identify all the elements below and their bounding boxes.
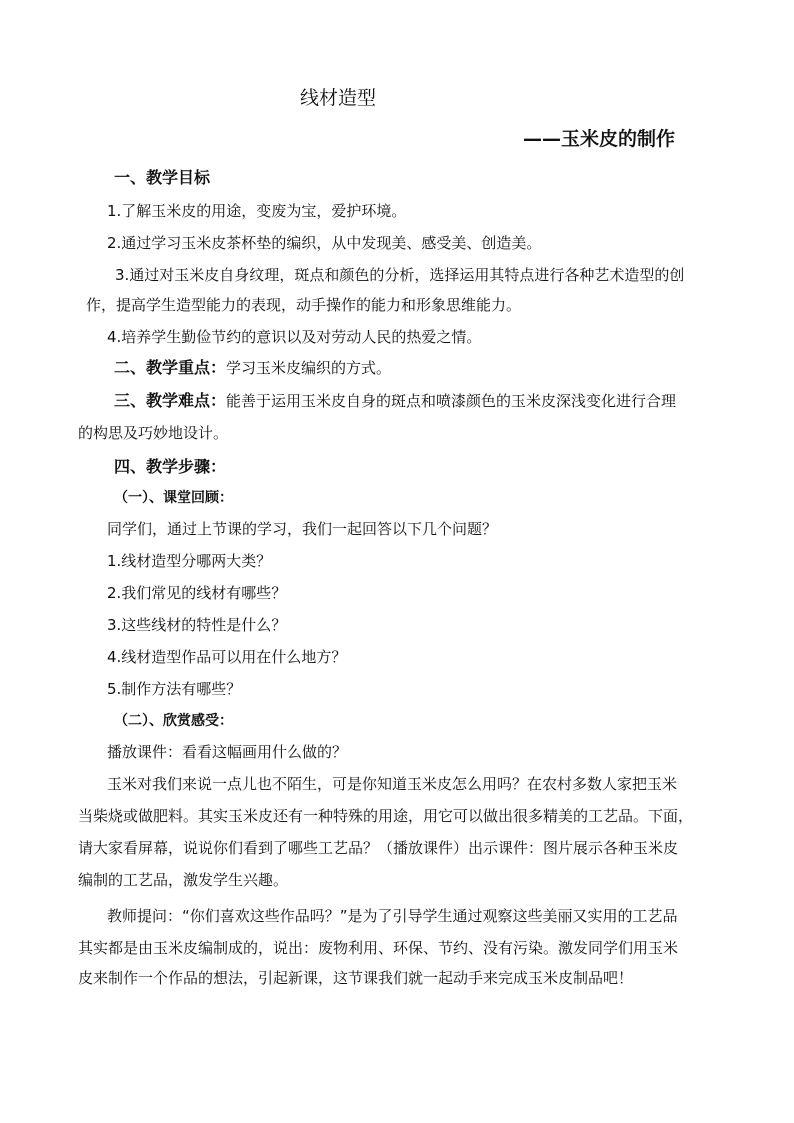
goal-item: 2.通过学习玉米皮茶杯垫的编织，从中发现美、感受美、创造美。: [107, 234, 542, 252]
part-1-heading: （一）、课堂回顾：: [114, 490, 233, 506]
paragraph-line: 当柴烧或做肥料。其实玉米皮还有一种特殊的用途，用它可以做出很多精美的工艺品。下面，: [78, 807, 694, 825]
question-item: 3.这些线材的特性是什么？: [107, 616, 287, 634]
section-2: [114, 358, 391, 378]
section-3-text-cont: 的构思及巧妙地设计。: [78, 424, 229, 442]
section-3-text: 能善于运用玉米皮自身的斑点和喷漆颜色的玉米皮深浅变化进行合理: [226, 392, 677, 410]
paragraph-line: 其实都是由玉米皮编制成的，说出：废物利用、环保、节约、没有污染。激发同学们用玉米: [78, 939, 679, 957]
goal-item: 1.了解玉米皮的用途，变废为宝，爱护环境。: [107, 202, 407, 220]
doc-title: 线材造型: [300, 87, 377, 109]
section-3: [114, 391, 676, 411]
goal-item: 4.培养学生勤俭节约的意识以及对劳动人民的热爱之情。: [107, 328, 482, 346]
goal-item: 作，提高学生造型能力的表现，动手操作的能力和形象思维能力。: [86, 296, 522, 314]
question-item: 2.我们常见的线材有哪些？: [107, 584, 287, 602]
paragraph-line: 皮来制作一个作品的想法，引起新课，这节课我们就一起动手来完成玉米皮制品吧！: [78, 969, 634, 987]
paragraph-line: 玉米对我们来说一点儿也不陌生，可是你知道玉米皮怎么用吗？在农村多数人家把玉米: [107, 775, 678, 793]
section-3-heading: 三、教学难点：: [114, 391, 227, 410]
section-1-heading: 一、教学目标: [114, 168, 211, 187]
goal-item: 3.通过对玉米皮自身纹理，斑点和颜色的分析，选择运用其特点进行各种艺术造型的创: [115, 266, 685, 284]
paragraph-line: 请大家看屏幕，说说你们看到了哪些工艺品？（播放课件）出示课件：图片展示各种玉米皮: [78, 839, 679, 857]
doc-subtitle: ——玉米皮的制作: [523, 128, 676, 150]
question-item: 4.线材造型作品可以用在什么地方？: [107, 648, 347, 666]
section-4-heading: 四、教学步骤：: [114, 457, 227, 476]
section-2-text: 学习玉米皮编织的方式。: [226, 359, 392, 377]
question-item: 1.线材造型分哪两大类？: [107, 552, 272, 570]
part-2-line: 播放课件：看看这幅画用什么做的？: [107, 743, 348, 761]
part-1-intro: 同学们，通过上节课的学习，我们一起回答以下几个问题？: [107, 520, 498, 538]
paragraph-line: 教师提问：“你们喜欢这些作品吗？”是为了引导学生通过观察这些美丽又实用的工艺品: [107, 907, 678, 925]
paragraph-line: 编制的工艺品，激发学生兴趣。: [78, 871, 289, 889]
section-2-heading: 二、教学重点：: [114, 358, 227, 377]
part-2-heading: （二）、欣赏感受：: [114, 713, 233, 729]
question-item: 5.制作方法有哪些？: [107, 680, 242, 698]
